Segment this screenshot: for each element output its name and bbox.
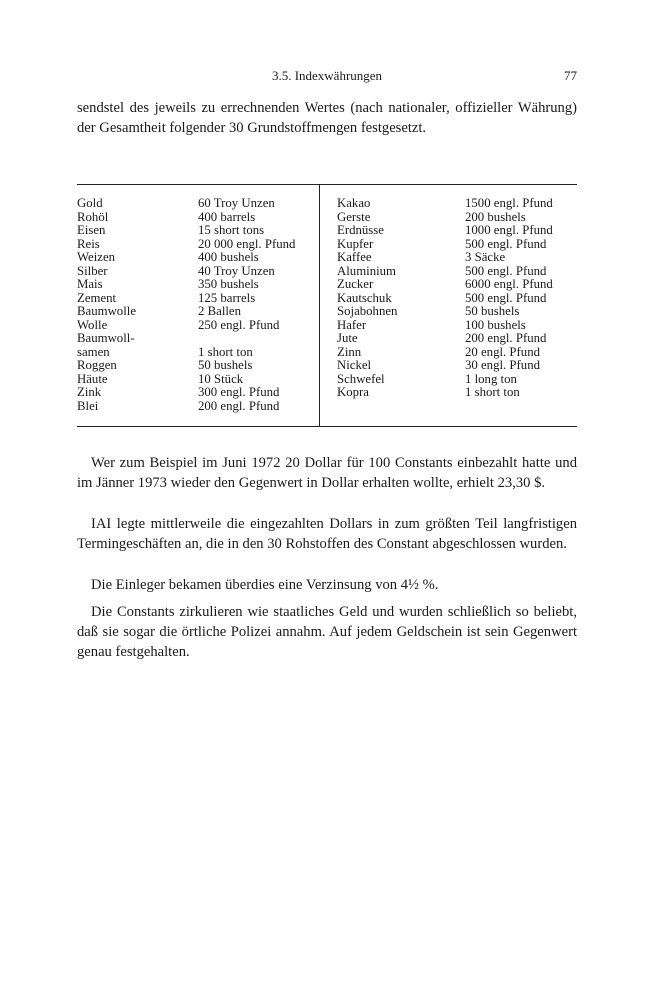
commodity-name: Rohöl	[77, 209, 109, 224]
body-paragraph: Die Einleger bekamen überdies eine Verzinsung von 4½ %.	[91, 577, 439, 593]
commodity-amount: 1500 engl. Pfund	[465, 196, 553, 210]
commodity-amount: 1 short ton	[198, 344, 253, 359]
section-title: 3.5. Indexwährungen	[271, 68, 383, 83]
commodity-amount	[198, 332, 295, 346]
commodity-name: Baumwoll-	[77, 331, 135, 345]
body-paragraph: Wer zum Beispiel im Juni 1972 20 Dollar für 100 Constants einbezahlt hatte und im Jänner 1973 wieder den Gegenwert in Dollar erhalten wollte, erhielt 23,30 $.	[77, 455, 577, 491]
commodity-name: Hafer	[337, 317, 367, 332]
commodity-name: Baumwolle	[77, 304, 136, 318]
commodity-name: Weizen	[77, 250, 116, 264]
commodity-amount: 1000 engl. Pfund	[465, 223, 553, 237]
commodity-amount: 20 000 engl. Pfund	[198, 236, 296, 251]
commodity-amount: 10 Stück	[198, 371, 244, 386]
right-commodity-names	[337, 197, 397, 400]
commodity-name: samen	[77, 344, 110, 359]
table-column-divider	[319, 185, 320, 426]
commodity-amount: 400 barrels	[198, 209, 256, 224]
page-header	[77, 68, 577, 86]
page-number: 77	[564, 68, 577, 83]
left-commodity-amounts	[198, 197, 295, 413]
body-paragraph: Die Constants zirkulieren wie staatliches Geld und wurden schließlich so beliebt, daß sie sogar die örtliche Polizei annahm. Auf jedem Geldschein ist sein Gegenwert genau festgehalten.	[77, 604, 577, 660]
commodity-name: Wolle	[77, 317, 108, 332]
commodity-amount: 500 engl. Pfund	[465, 263, 547, 278]
commodity-amount: 300 engl. Pfund	[198, 385, 280, 399]
commodity-name: Nickel	[337, 358, 372, 372]
commodity-name: Kopra	[337, 385, 369, 399]
commodity-name: Mais	[77, 277, 103, 291]
commodity-amount: 500 engl. Pfund	[465, 290, 547, 305]
body-paragraph: IAI legte mittlerweile die eingezahlten Dollars in zum größten Teil langfristigen Termingeschäften an, die in den 30 Rohstoffen des Constant abgeschlossen wurden.	[77, 516, 577, 552]
commodity-amount: 350 bushels	[198, 277, 259, 291]
commodity-name: Kautschuk	[337, 290, 392, 305]
commodity-amount: 125 barrels	[198, 290, 256, 305]
commodity-name: Sojabohnen	[337, 304, 398, 318]
commodity-amount: 1 long ton	[465, 371, 517, 386]
commodity-amount: 30 engl. Pfund	[465, 358, 541, 372]
commodity-amount: 2 Ballen	[198, 304, 242, 318]
commodity-name: Blei	[77, 398, 99, 413]
commodity-name: Gold	[77, 196, 103, 210]
commodity-amount: 40 Troy Unzen	[198, 263, 275, 278]
table-top-rule	[77, 184, 577, 185]
commodity-name: Silber	[77, 263, 108, 278]
commodity-amount: 400 bushels	[198, 250, 259, 264]
commodity-amount: 60 Troy Unzen	[198, 196, 275, 210]
commodity-name: Reis	[77, 236, 100, 251]
intro-paragraph: sendstel des jeweils zu errechnenden Wertes (nach nationaler, offizieller Währung) der Gesamtheit folgender 30 Grundstoffmengen festgesetzt.	[77, 100, 577, 136]
commodity-name: Roggen	[77, 358, 117, 372]
commodity-name: Eisen	[77, 223, 106, 237]
commodity-amount: 50 bushels	[198, 358, 253, 372]
left-commodity-names	[77, 197, 136, 413]
commodity-amount: 6000 engl. Pfund	[465, 277, 553, 291]
commodity-amount: 250 engl. Pfund	[198, 317, 280, 332]
commodity-amount: 1 short ton	[465, 385, 520, 399]
commodity-amount: 20 engl. Pfund	[465, 344, 541, 359]
commodity-name: Jute	[337, 331, 358, 345]
table-bottom-rule	[77, 426, 577, 427]
commodity-name: Kupfer	[337, 236, 374, 251]
commodity-name: Zinn	[337, 344, 362, 359]
commodity-name: Gerste	[337, 209, 371, 224]
commodity-amount: 500 engl. Pfund	[465, 236, 547, 251]
commodity-name: Zink	[77, 385, 102, 399]
commodity-name: Kaffee	[337, 250, 372, 264]
commodity-amount: 15 short tons	[198, 223, 265, 237]
commodity-amount: 200 bushels	[465, 209, 526, 224]
commodity-amount: 100 bushels	[465, 317, 526, 332]
right-commodity-amounts	[465, 197, 553, 400]
commodity-name: Kakao	[337, 196, 371, 210]
commodity-amount: 50 bushels	[465, 304, 520, 318]
commodity-name: Zement	[77, 290, 117, 305]
commodity-name: Zucker	[337, 277, 374, 291]
commodity-name: Häute	[77, 371, 108, 386]
commodity-amount: 200 engl. Pfund	[465, 331, 547, 345]
commodity-amount: 3 Säcke	[465, 250, 506, 264]
commodity-name: Aluminium	[337, 263, 397, 278]
commodity-name: Erdnüsse	[337, 223, 384, 237]
commodity-name: Schwefel	[337, 371, 385, 386]
commodity-amount: 200 engl. Pfund	[198, 398, 280, 413]
